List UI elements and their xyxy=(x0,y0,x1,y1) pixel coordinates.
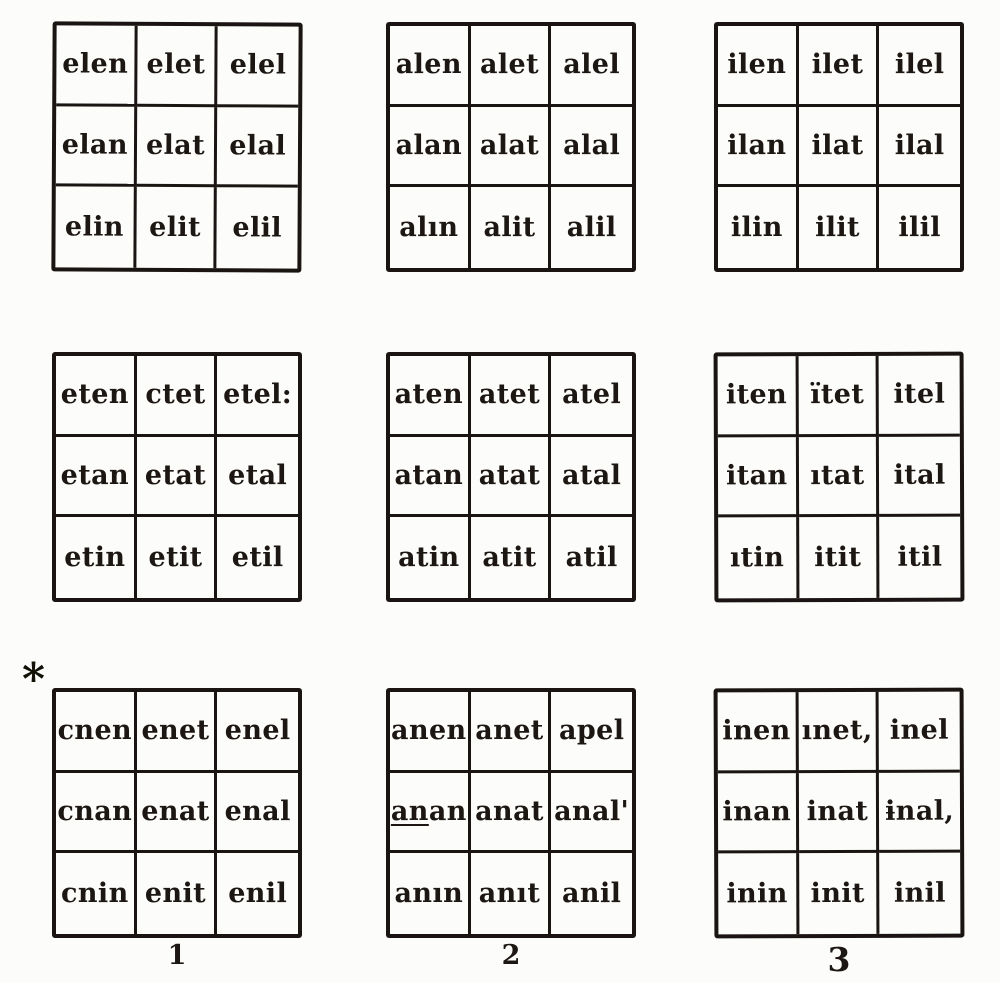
table-cell: itil xyxy=(897,541,943,573)
syllable-table-el xyxy=(51,21,302,272)
table-cell: enil xyxy=(228,878,288,910)
figure-number-2: 2 xyxy=(501,940,521,971)
table-cell: etal xyxy=(217,437,298,518)
table-cell: elin xyxy=(55,187,136,268)
table-cell: elat xyxy=(136,106,217,187)
table-cell: ilel xyxy=(879,26,960,107)
syllable-table-it xyxy=(714,352,965,603)
table-cell: enat xyxy=(137,773,218,854)
syllable-table-al xyxy=(386,22,636,272)
table-cell: inat xyxy=(799,773,880,854)
table-cell: init xyxy=(799,853,880,934)
table-cell: elil xyxy=(232,212,283,244)
table-cell: alil xyxy=(566,212,617,244)
table-cell: etin xyxy=(56,517,137,598)
table-cell: alel xyxy=(551,26,632,107)
syllable-table-en xyxy=(52,688,302,938)
syllable-table-il xyxy=(714,22,964,272)
table-cell-underlined xyxy=(390,773,471,854)
table-cell: itit xyxy=(799,517,880,598)
table-cell: ctet xyxy=(137,356,218,437)
table-cell: anen xyxy=(390,692,471,773)
table-cell: atin xyxy=(390,517,471,598)
table-cell: elen xyxy=(56,25,137,106)
table-cell: alet xyxy=(471,26,552,107)
table-cell: etat xyxy=(137,437,218,518)
table-cell: atat xyxy=(471,437,552,518)
table-cell: ɨnal, xyxy=(879,772,960,853)
syllable-table-et xyxy=(52,352,302,602)
table-cell: eten xyxy=(56,356,137,437)
table-cell: itel xyxy=(879,356,960,437)
table-cell: ıtin xyxy=(718,517,799,598)
table-cell: ilit xyxy=(799,187,880,268)
table-cell: aten xyxy=(390,356,471,437)
table-cell: ïtet xyxy=(798,356,879,437)
underlined-prefix: an xyxy=(390,795,429,827)
cell-text: an xyxy=(428,795,467,827)
table-cell: anet xyxy=(471,692,552,773)
table-cell: atal xyxy=(551,437,632,518)
table-cell: inil xyxy=(893,877,946,909)
table-cell: etit xyxy=(137,517,218,598)
table-cell: elel xyxy=(218,26,299,107)
table-cell: anal' xyxy=(551,773,632,854)
table-cell: ıtat xyxy=(799,437,880,518)
table-cell: elan xyxy=(56,106,137,187)
table-cell: ilet xyxy=(799,26,880,107)
table-cell: inan xyxy=(718,773,799,854)
table-cell: atet xyxy=(471,356,552,437)
table-cell: elit xyxy=(136,187,217,268)
table-cell: enel xyxy=(217,692,298,773)
table-cell: ilen xyxy=(718,26,799,107)
table-cell: alal xyxy=(551,107,632,188)
table-cell: inen xyxy=(718,692,799,773)
table-cell: atit xyxy=(471,517,552,598)
table-cell: anil xyxy=(562,878,622,910)
table-cell: ital xyxy=(879,436,960,517)
syllable-table-an xyxy=(386,688,636,938)
table-cell: inin xyxy=(718,853,799,934)
table-cell: atil xyxy=(565,542,618,574)
table-cell: apel xyxy=(551,692,632,773)
table-cell: alat xyxy=(471,107,552,188)
table-cell: elet xyxy=(137,26,218,107)
syllable-table-in xyxy=(714,688,965,939)
table-cell: elal xyxy=(217,107,298,188)
table-cell: alın xyxy=(390,187,471,268)
table-cell: iten xyxy=(718,356,799,437)
table-cell: cnin xyxy=(56,853,137,934)
table-cell: etel: xyxy=(217,356,298,437)
table-cell: atan xyxy=(390,437,471,518)
table-cell: cnen xyxy=(56,692,137,773)
table-cell: ilan xyxy=(718,107,799,188)
syllable-table-at xyxy=(386,352,636,602)
table-cell: etan xyxy=(56,437,137,518)
table-cell: inel xyxy=(879,692,960,773)
table-cell: atel xyxy=(551,356,632,437)
table-cell: ilat xyxy=(799,107,880,188)
table-cell: etil xyxy=(231,542,284,574)
table-cell: ınet, xyxy=(798,692,879,773)
table-cell: anat xyxy=(471,773,552,854)
figure-number-1: 1 xyxy=(167,940,187,971)
table-cell: alen xyxy=(390,26,471,107)
table-cell: enet xyxy=(137,692,218,773)
table-cell: enal xyxy=(217,773,298,854)
table-cell: anıt xyxy=(471,853,552,934)
figure-number-3: 3 xyxy=(827,940,851,979)
table-cell: alit xyxy=(471,187,552,268)
asterisk-mark: * xyxy=(22,654,46,705)
table-cell: anın xyxy=(390,853,471,934)
table-cell: alan xyxy=(390,107,471,188)
table-cell: ilil xyxy=(898,212,941,244)
table-cell: enit xyxy=(137,853,218,934)
table-cell: itan xyxy=(718,437,799,518)
table-cell: cnan xyxy=(56,773,137,854)
table-cell: ilin xyxy=(718,187,799,268)
table-cell: ilal xyxy=(879,107,960,188)
